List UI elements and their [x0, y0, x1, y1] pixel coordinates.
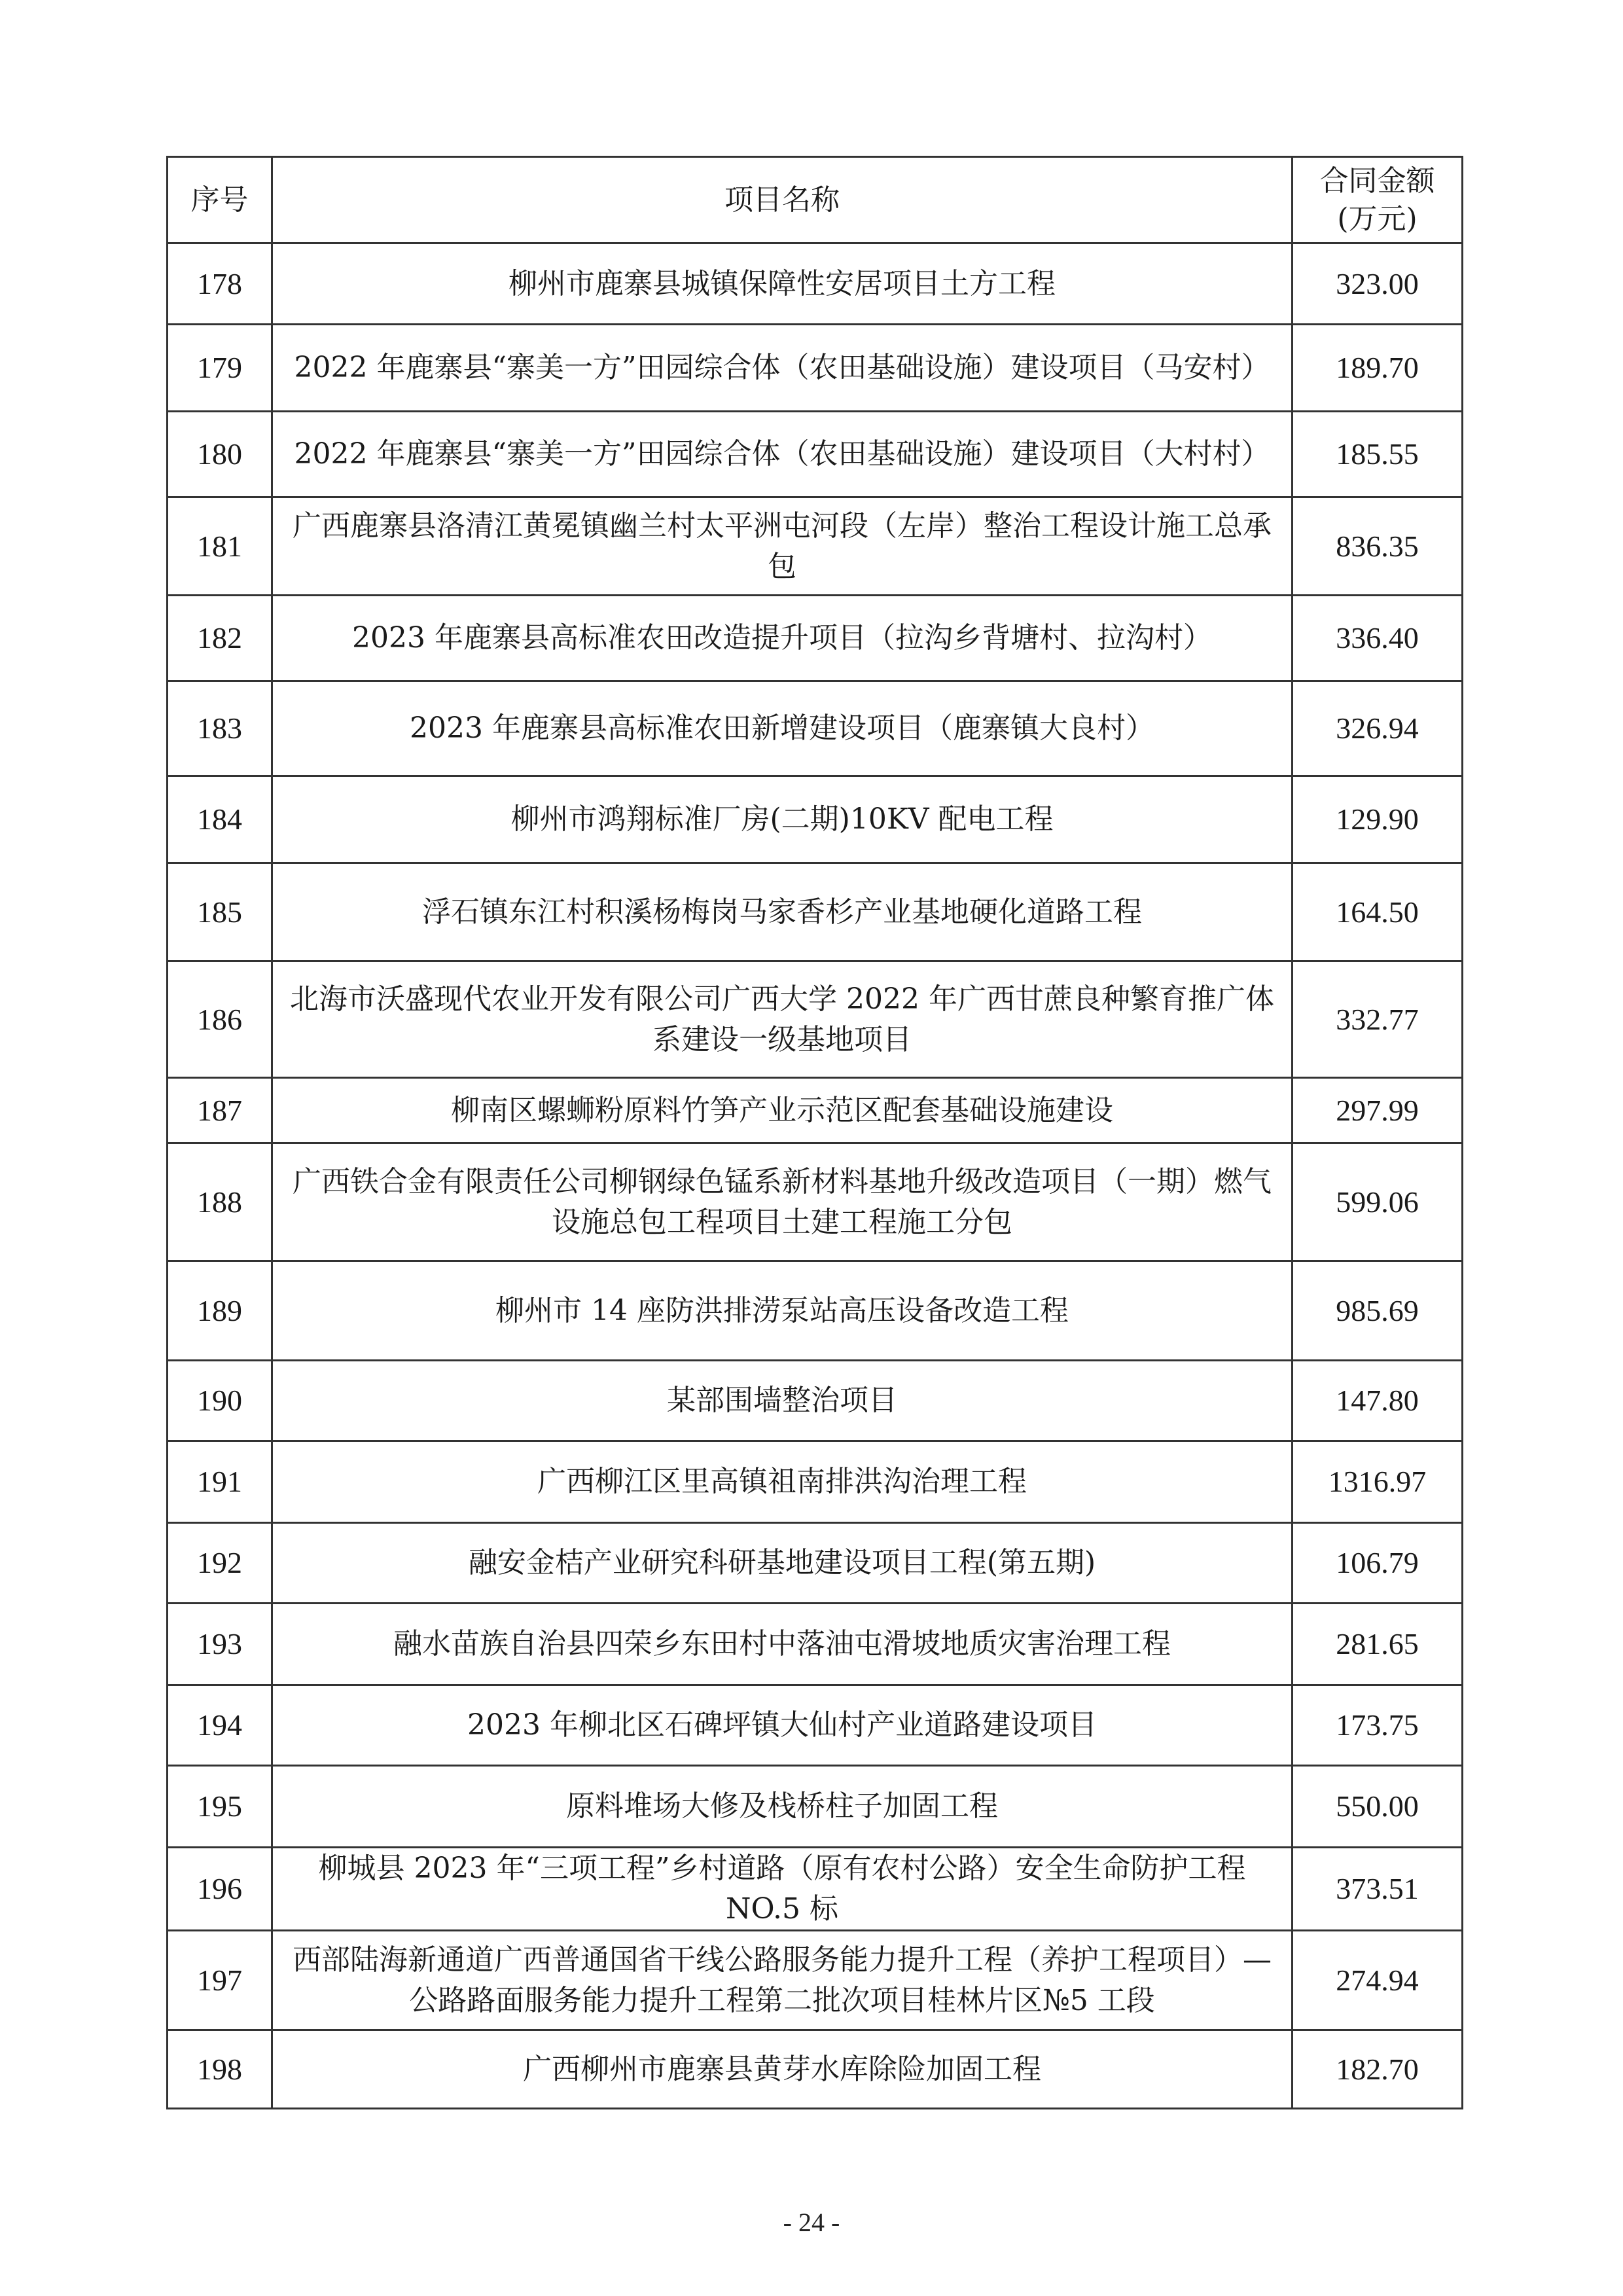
row-project-name: 柳州市 14 座防洪排涝泵站高压设备改造工程: [272, 1261, 1293, 1361]
row-project-name: 柳州市鸿翔标准厂房(二期)10KV 配电工程: [272, 776, 1293, 863]
row-seq: 183: [168, 681, 272, 776]
row-project-name: 柳城县 2023 年“三项工程”乡村道路（原有农村公路）安全生命防护工程 NO.5 标: [272, 1848, 1293, 1931]
header-seq: 序号: [168, 157, 272, 243]
table-row: [168, 243, 1463, 325]
table-row: [168, 1848, 1463, 1931]
row-contract-amount: 182.70: [1293, 2030, 1463, 2109]
row-project-name: 融水苗族自治县四荣乡东田村中落油屯滑坡地质灾害治理工程: [272, 1604, 1293, 1685]
row-seq: 182: [168, 596, 272, 681]
table-header-row: [168, 157, 1463, 243]
row-seq: 181: [168, 497, 272, 596]
row-project-name: 浮石镇东江村积溪杨梅岗马家香杉产业基地硬化道路工程: [272, 863, 1293, 961]
row-contract-amount: 326.94: [1293, 681, 1463, 776]
row-contract-amount: 599.06: [1293, 1143, 1463, 1261]
row-seq: 195: [168, 1766, 272, 1848]
row-contract-amount: 106.79: [1293, 1523, 1463, 1604]
row-seq: 193: [168, 1604, 272, 1685]
row-contract-amount: 373.51: [1293, 1848, 1463, 1931]
row-project-name: 2023 年柳北区石碑坪镇大仙村产业道路建设项目: [272, 1685, 1293, 1766]
row-contract-amount: 323.00: [1293, 243, 1463, 325]
row-contract-amount: 164.50: [1293, 863, 1463, 961]
row-contract-amount: 189.70: [1293, 325, 1463, 412]
row-contract-amount: 129.90: [1293, 776, 1463, 863]
row-project-name: 广西柳州市鹿寨县黄芽水库除险加固工程: [272, 2030, 1293, 2109]
row-seq: 196: [168, 1848, 272, 1931]
row-project-name: 融安金桔产业研究科研基地建设项目工程(第五期): [272, 1523, 1293, 1604]
row-seq: 186: [168, 961, 272, 1078]
table-row: [168, 1078, 1463, 1143]
row-project-name: 2023 年鹿寨县高标准农田改造提升项目（拉沟乡背塘村、拉沟村）: [272, 596, 1293, 681]
table-row: [168, 1766, 1463, 1848]
header-contract-amount: 合同金额 (万元): [1293, 157, 1463, 243]
table-row: [168, 863, 1463, 961]
row-seq: 187: [168, 1078, 272, 1143]
table-row: [168, 1143, 1463, 1261]
row-project-name: 广西鹿寨县洛清江黄冕镇幽兰村太平洲屯河段（左岸）整治工程设计施工总承包: [272, 497, 1293, 596]
table-row: [168, 325, 1463, 412]
row-seq: 194: [168, 1685, 272, 1766]
table-row: [168, 1685, 1463, 1766]
row-seq: 197: [168, 1931, 272, 2030]
table-row: [168, 2030, 1463, 2109]
row-contract-amount: 274.94: [1293, 1931, 1463, 2030]
table-row: [168, 961, 1463, 1078]
row-seq: 190: [168, 1361, 272, 1441]
row-project-name: 广西柳江区里高镇祖南排洪沟治理工程: [272, 1441, 1293, 1523]
table-row: [168, 681, 1463, 776]
row-project-name: 2022 年鹿寨县“寨美一方”田园综合体（农田基础设施）建设项目（大村村）: [272, 412, 1293, 497]
row-project-name: 2022 年鹿寨县“寨美一方”田园综合体（农田基础设施）建设项目（马安村）: [272, 325, 1293, 412]
row-seq: 180: [168, 412, 272, 497]
row-project-name: 广西铁合金有限责任公司柳钢绿色锰系新材料基地升级改造项目（一期）燃气设施总包工程项目土建工程施工分包: [272, 1143, 1293, 1261]
row-contract-amount: 297.99: [1293, 1078, 1463, 1143]
row-project-name: 某部围墙整治项目: [272, 1361, 1293, 1441]
table-row: [168, 412, 1463, 497]
row-contract-amount: 173.75: [1293, 1685, 1463, 1766]
row-seq: 188: [168, 1143, 272, 1261]
row-seq: 184: [168, 776, 272, 863]
row-project-name: 西部陆海新通道广西普通国省干线公路服务能力提升工程（养护工程项目）—公路路面服务能力提升工程第二批次项目桂林片区№5 工段: [272, 1931, 1293, 2030]
header-project-name: 项目名称: [272, 157, 1293, 243]
row-contract-amount: 332.77: [1293, 961, 1463, 1078]
row-project-name: 柳南区螺蛳粉原料竹笋产业示范区配套基础设施建设: [272, 1078, 1293, 1143]
row-contract-amount: 147.80: [1293, 1361, 1463, 1441]
row-contract-amount: 281.65: [1293, 1604, 1463, 1685]
table-row: [168, 776, 1463, 863]
contract-table: [166, 156, 1463, 2109]
table-row: [168, 1261, 1463, 1361]
row-seq: 198: [168, 2030, 272, 2109]
row-contract-amount: 1316.97: [1293, 1441, 1463, 1523]
row-project-name: 2023 年鹿寨县高标准农田新增建设项目（鹿寨镇大良村）: [272, 681, 1293, 776]
table-row: [168, 1523, 1463, 1604]
row-project-name: 柳州市鹿寨县城镇保障性安居项目土方工程: [272, 243, 1293, 325]
row-contract-amount: 836.35: [1293, 497, 1463, 596]
row-seq: 178: [168, 243, 272, 325]
table-row: [168, 1441, 1463, 1523]
row-seq: 191: [168, 1441, 272, 1523]
table-row: [168, 1931, 1463, 2030]
page-number: - 24 -: [783, 2208, 840, 2237]
row-seq: 179: [168, 325, 272, 412]
row-project-name: 原料堆场大修及栈桥柱子加固工程: [272, 1766, 1293, 1848]
row-seq: 192: [168, 1523, 272, 1604]
row-contract-amount: 336.40: [1293, 596, 1463, 681]
row-contract-amount: 550.00: [1293, 1766, 1463, 1848]
row-seq: 189: [168, 1261, 272, 1361]
table-row: [168, 1604, 1463, 1685]
row-project-name: 北海市沃盛现代农业开发有限公司广西大学 2022 年广西甘蔗良种繁育推广体系建设一级基地项目: [272, 961, 1293, 1078]
row-contract-amount: 185.55: [1293, 412, 1463, 497]
table-row: [168, 596, 1463, 681]
table-row: [168, 1361, 1463, 1441]
table-row: [168, 497, 1463, 596]
row-seq: 185: [168, 863, 272, 961]
row-contract-amount: 985.69: [1293, 1261, 1463, 1361]
